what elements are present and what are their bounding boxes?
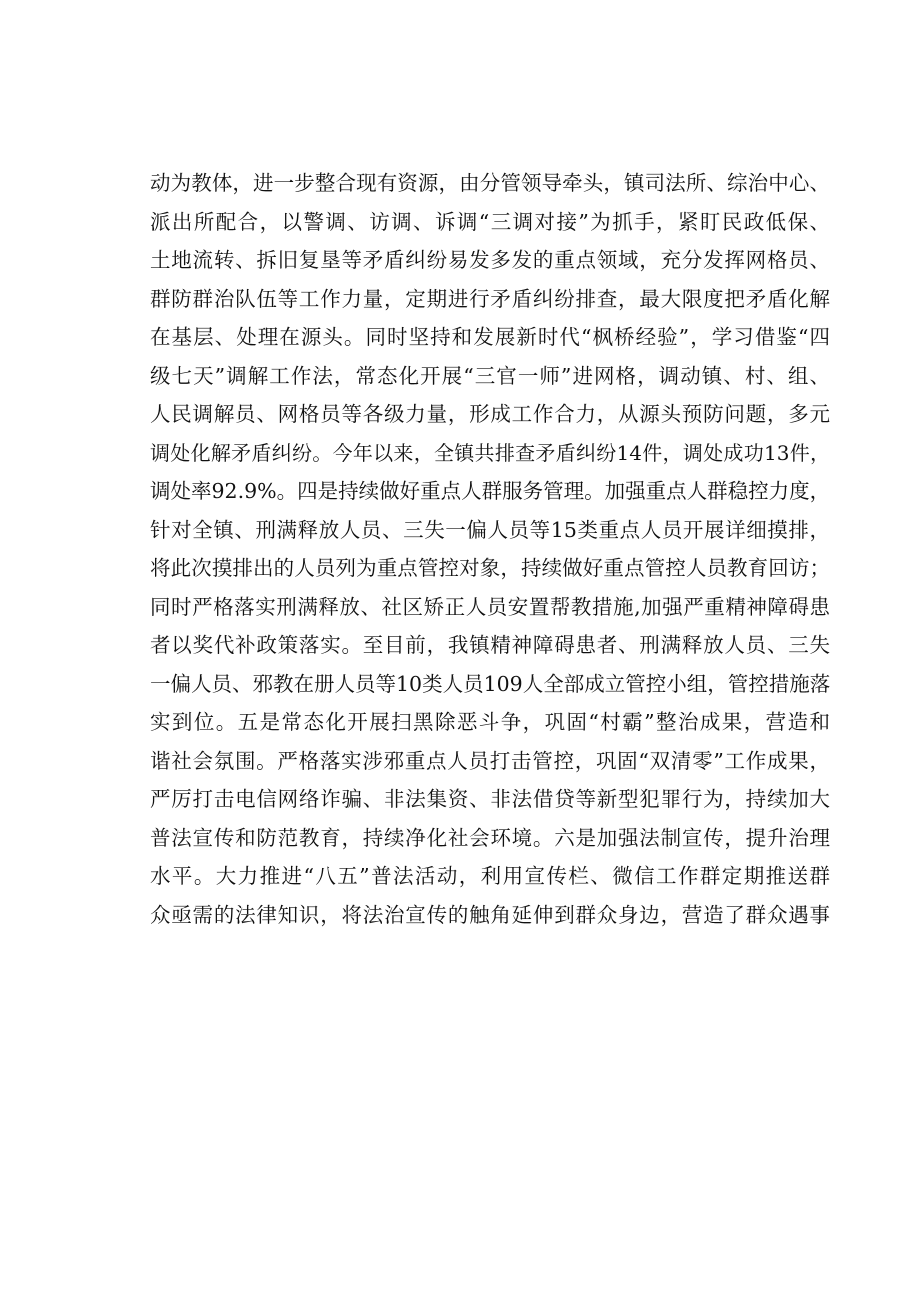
text-line: 针对全镇、刑满释放人员、三失一偏人员等15类重点人员开展详细摸排， — [150, 517, 830, 542]
text-line: 者以奖代补政策落实。至目前，我镇精神障碍患者、刑满释放人员、三失 — [150, 633, 830, 657]
text-line: 人民调解员、网格员等各级力量，形成工作合力，从源头预防问题，多元 — [150, 402, 830, 426]
text-line: 水平。大力推进“八五”普法活动，利用宣传栏、微信工作群定期推送群 — [150, 864, 830, 888]
text-line: 调处率92.9%。四是持续做好重点人群服务管理。加强重点人群稳控力度， — [150, 479, 831, 503]
text-line: 土地流转、拆旧复垦等矛盾纠纷易发多发的重点领域，充分发挥网格员、 — [150, 248, 830, 272]
text-line: 谐社会氛围。严格落实涉邪重点人员打击管控，巩固“双清零”工作成果， — [150, 748, 830, 773]
text-line: 一偏人员、邪教在册人员等10类人员109人全部成立管控小组，管控措施落 — [150, 671, 831, 696]
text-line: 群防群治队伍等工作力量，定期进行矛盾纠纷排查，最大限度把矛盾化解 — [150, 286, 830, 311]
text-line: 级七天”调解工作法，常态化开展“三官一师”进网格，调动镇、村、组、 — [150, 363, 830, 388]
text-line: 调处化解矛盾纠纷。今年以来，全镇共排查矛盾纠纷14件，调处成功13件， — [150, 440, 830, 465]
text-line: 派出所配合，以警调、访调、诉调“三调对接”为抓手，紧盯民政低保、 — [150, 209, 830, 234]
text-line: 同时严格落实刑满释放、社区矫正人员安置帮教措施,加强严重精神障碍患 — [150, 594, 830, 619]
text-line: 实到位。五是常态化开展扫黑除恶斗争，巩固“村霸”整治成果，营造和 — [150, 710, 830, 734]
text-line: 在基层、处理在源头。同时坚持和发展新时代“枫桥经验”，学习借鉴“四 — [150, 325, 830, 349]
text-line: 严厉打击电信网络诈骗、非法集资、非法借贷等新型犯罪行为，持续加大 — [150, 787, 830, 811]
text-line: 动为教体，进一步整合现有资源，由分管领导牵头，镇司法所、综治中心、 — [150, 171, 830, 195]
text-line: 将此次摸排出的人员列为重点管控对象，持续做好重点管控人员教育回访； — [150, 556, 830, 580]
body-paragraph — [150, 164, 830, 934]
text-line: 普法宣传和防范教育，持续净化社会环境。六是加强法制宣传，提升治理 — [150, 825, 830, 850]
text-line: 众亟需的法律知识，将法治宣传的触角延伸到群众身边，营造了群众遇事 — [150, 902, 830, 927]
